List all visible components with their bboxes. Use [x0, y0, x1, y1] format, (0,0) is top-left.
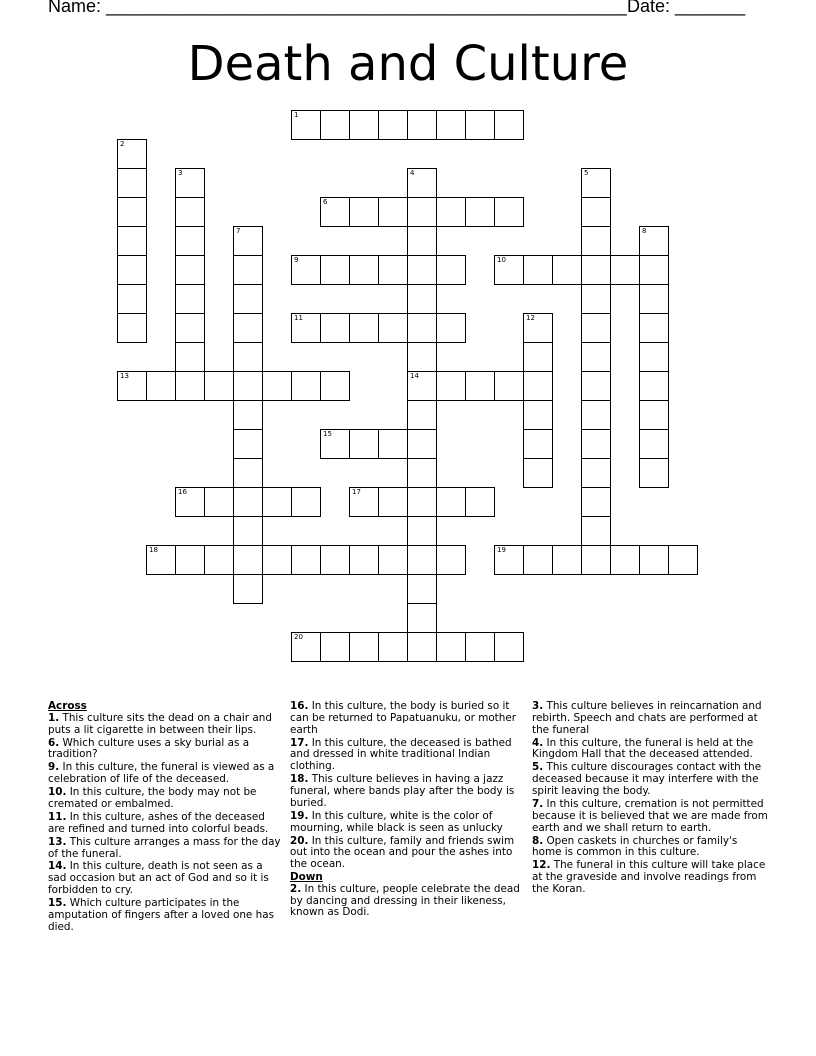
grid-cell[interactable]: [291, 313, 321, 343]
grid-cell[interactable]: [320, 545, 350, 575]
grid-cell[interactable]: [436, 110, 466, 140]
clue-across-15: 15. Which culture participates in the amputation of fingers after a loved one has died.: [48, 897, 274, 933]
grid-cell[interactable]: [494, 371, 524, 401]
grid-cell[interactable]: [639, 284, 669, 314]
grid-cell[interactable]: [378, 487, 408, 517]
grid-cell[interactable]: [407, 632, 437, 662]
clue-down-8: 8. Open caskets in churches or family's home is common in this culture.: [532, 834, 738, 859]
grid-cell[interactable]: [523, 545, 553, 575]
cell-number: 19: [497, 546, 506, 554]
grid-cell[interactable]: [407, 429, 437, 459]
grid-cell[interactable]: [378, 197, 408, 227]
grid-cell[interactable]: [581, 516, 611, 546]
grid-cell[interactable]: [436, 255, 466, 285]
grid-cell[interactable]: [407, 168, 437, 198]
grid-cell[interactable]: [581, 429, 611, 459]
grid-cell[interactable]: [523, 255, 553, 285]
clue-across-20: 20. In this culture, family and friends swim out into the ocean and pour the ashes into the ocean.: [290, 834, 515, 871]
grid-cell[interactable]: [407, 284, 437, 314]
cell-number: 8: [642, 227, 647, 235]
grid-cell[interactable]: [349, 632, 379, 662]
grid-cell[interactable]: [233, 313, 263, 343]
grid-cell[interactable]: [407, 574, 437, 604]
grid-cell[interactable]: [233, 516, 263, 546]
grid-cell[interactable]: [552, 545, 582, 575]
grid-cell[interactable]: [581, 197, 611, 227]
grid-cell[interactable]: [291, 371, 321, 401]
grid-cell[interactable]: [407, 255, 437, 285]
name-line[interactable]: ____________________________________________________: [106, 0, 627, 16]
grid-cell[interactable]: [523, 458, 553, 488]
grid-cell[interactable]: [523, 313, 553, 343]
grid-cell[interactable]: [581, 371, 611, 401]
grid-cell[interactable]: [117, 226, 147, 256]
grid-cell[interactable]: [320, 110, 350, 140]
grid-cell[interactable]: [378, 429, 408, 459]
grid-cell[interactable]: [175, 255, 205, 285]
clue-down-7: 7. In this culture, cremation is not permitted because it is believed that we are made from earth and we shall return to earth.: [532, 797, 768, 834]
cell-number: 14: [410, 372, 419, 380]
grid-cell[interactable]: [436, 371, 466, 401]
grid-cell[interactable]: [378, 545, 408, 575]
grid-cell[interactable]: [523, 371, 553, 401]
grid-cell[interactable]: [581, 255, 611, 285]
grid-cell[interactable]: [378, 313, 408, 343]
grid-cell[interactable]: [117, 168, 147, 198]
cell-number: 13: [120, 372, 129, 380]
grid-cell[interactable]: [465, 371, 495, 401]
grid-cell[interactable]: [146, 371, 176, 401]
clue-across-16: 16. In this culture, the body is buried so it can be returned to Papatuanuku, or mother earth: [290, 700, 517, 736]
clues-column-3: [532, 701, 768, 897]
grid-cell[interactable]: [117, 255, 147, 285]
grid-cell[interactable]: [291, 255, 321, 285]
cell-number: 12: [526, 314, 535, 322]
grid-cell[interactable]: [581, 458, 611, 488]
grid-cell[interactable]: [291, 487, 321, 517]
grid-cell[interactable]: [639, 545, 669, 575]
cell-number: 20: [294, 633, 303, 641]
grid-cell[interactable]: [407, 226, 437, 256]
name-label: Name:: [48, 0, 102, 16]
grid-cell[interactable]: [117, 371, 147, 401]
cell-number: 2: [120, 140, 125, 148]
grid-cell[interactable]: [639, 458, 669, 488]
grid-cell[interactable]: [233, 371, 263, 401]
clue-across-18: 18. This culture believes in having a jazz funeral, where bands play after the body is buried.: [290, 773, 515, 809]
grid-cell[interactable]: [262, 545, 292, 575]
cell-number: 1: [294, 111, 299, 119]
grid-cell[interactable]: [233, 284, 263, 314]
clue-across-11: 11. In this culture, ashes of the deceased are refined and turned into colorful beads.: [48, 810, 269, 835]
grid-cell[interactable]: [117, 197, 147, 227]
grid-cell[interactable]: [175, 226, 205, 256]
grid-cell[interactable]: [320, 255, 350, 285]
grid-cell[interactable]: [523, 342, 553, 372]
cell-number: 10: [497, 256, 506, 264]
grid-cell[interactable]: [175, 545, 205, 575]
grid-cell[interactable]: [639, 429, 669, 459]
cell-number: 6: [323, 198, 328, 206]
grid-cell[interactable]: [204, 545, 234, 575]
grid-cell[interactable]: [581, 226, 611, 256]
cell-number: 16: [178, 488, 187, 496]
clue-across-6: 6. Which culture uses a sky burial as a tradition?: [48, 736, 250, 761]
grid-cell[interactable]: [291, 545, 321, 575]
grid-cell[interactable]: [552, 255, 582, 285]
grid-cell[interactable]: [639, 313, 669, 343]
grid-cell[interactable]: [378, 632, 408, 662]
grid-cell[interactable]: [349, 110, 379, 140]
grid-cell[interactable]: [407, 545, 437, 575]
clues-column-1: [48, 701, 284, 935]
clue-across-10: 10. In this culture, the body may not be cremated or embalmed.: [48, 786, 257, 810]
grid-cell[interactable]: [407, 313, 437, 343]
grid-cell[interactable]: [465, 197, 495, 227]
clue-across-14: 14. In this culture, death is not seen as a sad occasion but an act of God and so it is forbidden to cry.: [48, 860, 269, 897]
grid-cell[interactable]: [233, 226, 263, 256]
date-label: Date:: [627, 0, 671, 16]
clue-across-13: 13. This culture arranges a mass for the day of the funeral.: [48, 835, 281, 860]
grid-cell[interactable]: [639, 371, 669, 401]
grid-cell[interactable]: [175, 197, 205, 227]
clue-across-19: 19. In this culture, white is the color of mourning, while black is seen as unlucky: [290, 809, 503, 834]
grid-cell[interactable]: [320, 197, 350, 227]
grid-cell[interactable]: [320, 429, 350, 459]
grid-cell[interactable]: [233, 487, 263, 517]
cell-number: 5: [584, 169, 589, 177]
grid-cell[interactable]: [233, 545, 263, 575]
cell-number: 3: [178, 169, 183, 177]
grid-cell[interactable]: [639, 400, 669, 430]
grid-cell[interactable]: [349, 545, 379, 575]
clue-across-17: 17. In this culture, the deceased is bathed and dressed in white traditional Indian clothing.: [290, 736, 512, 773]
grid-cell[interactable]: [581, 284, 611, 314]
grid-cell[interactable]: [581, 545, 611, 575]
grid-cell[interactable]: [291, 632, 321, 662]
grid-cell[interactable]: [262, 487, 292, 517]
grid-cell[interactable]: [233, 342, 263, 372]
grid-cell[interactable]: [320, 632, 350, 662]
grid-cell[interactable]: [349, 313, 379, 343]
grid-cell[interactable]: [117, 313, 147, 343]
grid-cell[interactable]: [581, 168, 611, 198]
grid-cell[interactable]: [407, 110, 437, 140]
cell-number: 17: [352, 488, 361, 496]
grid-cell[interactable]: [175, 487, 205, 517]
grid-cell[interactable]: [494, 632, 524, 662]
grid-cell[interactable]: [494, 197, 524, 227]
cell-number: 9: [294, 256, 299, 264]
grid-cell[interactable]: [407, 516, 437, 546]
grid-cell[interactable]: [175, 371, 205, 401]
grid-cell[interactable]: [146, 545, 176, 575]
clue-across-9: 9. In this culture, the funeral is viewed as a celebration of life of the deceased.: [48, 761, 275, 786]
grid-cell[interactable]: [407, 400, 437, 430]
grid-cell[interactable]: [465, 487, 495, 517]
clue-down-3: 3. This culture believes in reincarnation and rebirth. Speech and chats are performed at the funeral: [532, 700, 762, 736]
cell-number: 11: [294, 314, 303, 322]
grid-cell[interactable]: [523, 400, 553, 430]
grid-cell[interactable]: [610, 255, 640, 285]
grid-cell[interactable]: [581, 400, 611, 430]
cell-number: 15: [323, 430, 332, 438]
clues-column-2: [290, 701, 526, 920]
grid-cell[interactable]: [117, 284, 147, 314]
grid-cell[interactable]: [233, 255, 263, 285]
grid-cell[interactable]: [436, 545, 466, 575]
across-heading: Across: [48, 700, 87, 712]
grid-cell[interactable]: [639, 255, 669, 285]
grid-cell[interactable]: [407, 197, 437, 227]
grid-cell[interactable]: [465, 110, 495, 140]
grid-cell[interactable]: [407, 603, 437, 633]
grid-cell[interactable]: [407, 487, 437, 517]
grid-cell[interactable]: [494, 545, 524, 575]
grid-cell[interactable]: [494, 255, 524, 285]
grid-cell[interactable]: [407, 371, 437, 401]
grid-cell[interactable]: [523, 429, 553, 459]
grid-cell[interactable]: [436, 313, 466, 343]
grid-cell[interactable]: [581, 342, 611, 372]
grid-cell[interactable]: [349, 255, 379, 285]
grid-cell[interactable]: [349, 429, 379, 459]
grid-cell[interactable]: [407, 342, 437, 372]
grid-cell[interactable]: [233, 458, 263, 488]
grid-cell[interactable]: [117, 139, 147, 169]
grid-cell[interactable]: [320, 313, 350, 343]
grid-cell[interactable]: [378, 110, 408, 140]
clue-down-4: 4. In this culture, the funeral is held at the Kingdom Hall that the deceased attended.: [532, 736, 754, 761]
grid-cell[interactable]: [639, 226, 669, 256]
grid-cell[interactable]: [175, 313, 205, 343]
grid-cell[interactable]: [494, 110, 524, 140]
grid-cell[interactable]: [436, 632, 466, 662]
grid-cell[interactable]: [320, 371, 350, 401]
clue-down-2: 2. In this culture, people celebrate the dead by dancing and dressing in their likeness, known as Dodi.: [290, 882, 520, 919]
down-heading: Down: [290, 871, 323, 884]
grid-cell[interactable]: [581, 313, 611, 343]
grid-cell[interactable]: [349, 197, 379, 227]
page-title: Death and Culture: [187, 36, 629, 92]
grid-cell[interactable]: [378, 255, 408, 285]
grid-cell[interactable]: [291, 110, 321, 140]
grid-cell[interactable]: [175, 284, 205, 314]
grid-cell[interactable]: [436, 197, 466, 227]
grid-cell[interactable]: [581, 487, 611, 517]
cell-number: 7: [236, 227, 241, 235]
grid-cell[interactable]: [639, 342, 669, 372]
grid-cell[interactable]: [668, 545, 698, 575]
grid-cell[interactable]: [610, 545, 640, 575]
grid-cell[interactable]: [349, 487, 379, 517]
grid-cell[interactable]: [204, 371, 234, 401]
cell-number: 18: [149, 546, 158, 554]
clue-across-1: 1. This culture sits the dead on a chair and puts a lit cigarette in between their lips.: [48, 711, 272, 736]
grid-cell[interactable]: [204, 487, 234, 517]
grid-cell[interactable]: [175, 168, 205, 198]
grid-cell[interactable]: [175, 342, 205, 372]
clue-down-5: 5. This culture discourages contact with the deceased because it may interfere with the spirit leaving the body.: [532, 761, 762, 797]
grid-cell[interactable]: [262, 371, 292, 401]
grid-cell[interactable]: [233, 400, 263, 430]
grid-cell[interactable]: [233, 429, 263, 459]
grid-cell[interactable]: [233, 574, 263, 604]
grid-cell[interactable]: [465, 632, 495, 662]
date-line[interactable]: _______: [675, 0, 746, 16]
cell-number: 4: [410, 169, 415, 177]
grid-cell[interactable]: [407, 458, 437, 488]
grid-cell[interactable]: [436, 487, 466, 517]
clue-down-12: 12. The funeral in this culture will take place at the graveside and involve readings from the Koran.: [532, 859, 766, 895]
